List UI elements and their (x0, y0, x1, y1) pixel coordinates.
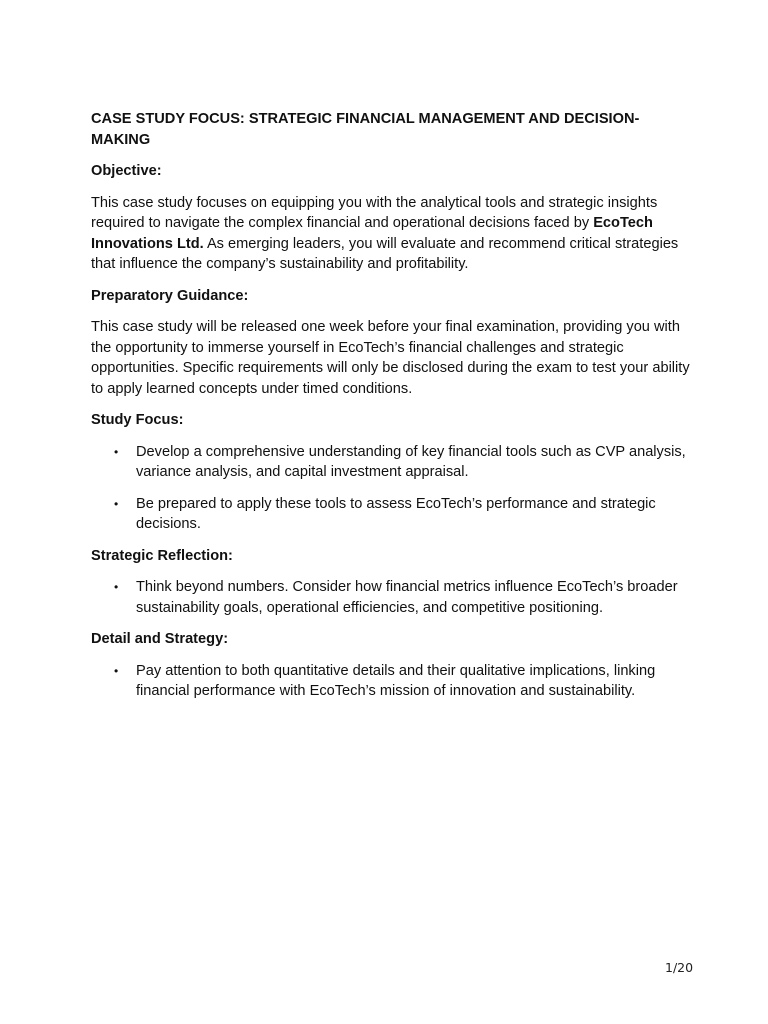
detail-strategy-heading: Detail and Strategy: (91, 631, 229, 647)
objective-text-after: As emerging leaders, you will evaluate and recommend critical strategies that influence the company’s sustainability and profitability. (91, 235, 679, 272)
bullet-icon: • (114, 444, 119, 459)
list-item (91, 661, 691, 702)
list-item-text: Be prepared to apply these tools to assess EcoTech’s performance and strategic decisions. (136, 495, 656, 532)
company-name: EcoTech Innovations Ltd. (91, 215, 653, 252)
objective-text-before: This case study focuses on equipping you with the analytical tools and strategic insights required to navigate the complex financial and operational decisions faced by (91, 194, 658, 231)
detail-strategy-list (91, 661, 691, 702)
page-number: 1/20 (665, 960, 694, 975)
list-item-text: Think beyond numbers. Consider how financial metrics influence EcoTech’s broader sustainability goals, operational efficiencies, and competitive positioning. (136, 579, 678, 616)
list-item (91, 577, 691, 618)
list-item-text: Develop a comprehensive understanding of key financial tools such as CVP analysis, variance analysis, and capital investment appraisal. (136, 443, 686, 480)
objective-heading: Objective: (91, 163, 162, 179)
strategic-reflection-list (91, 577, 691, 618)
study-focus-heading: Study Focus: (91, 412, 184, 428)
preparatory-guidance-heading: Preparatory Guidance: (91, 287, 249, 304)
bullet-icon: • (114, 580, 119, 594)
document-page (91, 109, 691, 713)
bullet-icon: • (114, 496, 119, 511)
strategic-reflection-heading: Strategic Reflection: (91, 547, 233, 564)
list-item (91, 442, 691, 483)
document-title: CASE STUDY FOCUS: STRATEGIC FINANCIAL MANAGEMENT AND DECISION-MAKING (91, 111, 640, 148)
objective-paragraph (91, 193, 691, 275)
preparatory-guidance-paragraph: This case study will be released one week before your final examination, providing you with the opportunity to immerse yourself in EcoTech’s financial challenges and strategic opportunities. Specific requirements will only be disclosed during the exam to test your ability to apply learned concepts under timed conditions. (91, 319, 690, 397)
list-item (91, 494, 691, 535)
study-focus-list (91, 442, 691, 535)
list-item-text: Pay attention to both quantitative details and their qualitative implications, linking financial performance with EcoTech’s mission of innovation and sustainability. (136, 662, 656, 699)
bullet-icon: • (114, 663, 119, 678)
